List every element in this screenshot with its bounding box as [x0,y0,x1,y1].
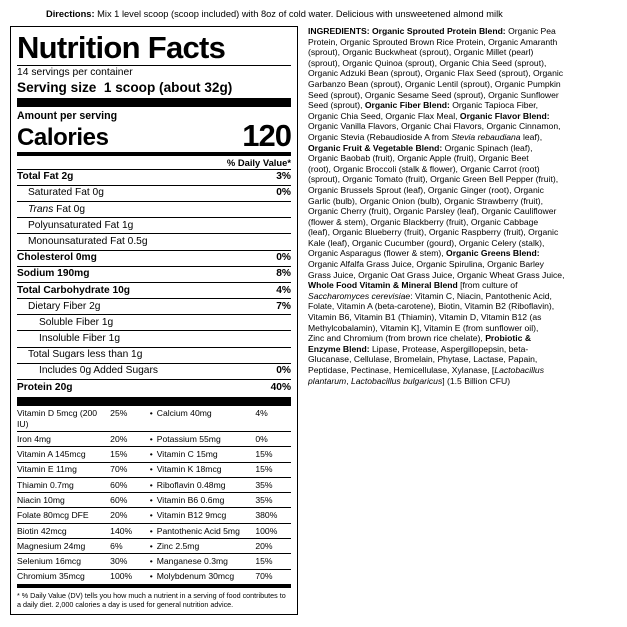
micronutrient-left-name: Vitamin E 11mg [17,462,110,477]
nutrient-name: Total Fat 2g [17,171,74,183]
nutrient-name: Soluble Fiber 1g [17,315,245,331]
daily-value-header: % Daily Value* [226,156,291,168]
micronutrient-right-dv: 380% [255,508,291,523]
nutrient-daily-value [245,218,291,234]
micronutrient-left-dv: 100% [110,569,146,584]
bullet-separator: • [146,462,157,477]
ingredients-line: Whole Food Vitamin & Mineral Blend [from culture of [308,280,518,291]
nutrient-name: Trans Fat 0g [17,201,245,217]
directions-label: Directions: [46,9,95,19]
ingredients-line: Organic Baobab (fruit), Organic Apple (fruit), Organic Beet [308,153,529,164]
micronutrient-right-dv: 0% [255,432,291,447]
ingredients-line: (flower & stem), Organic Blackberry (fruit), Organic Cabbage [308,216,539,227]
ingredients-line: Organic Asparagus (flower & stem), Organic Greens Blend: [308,248,540,259]
ingredients-line: Folate, Vitamin A (beta-carotene), Biotin, Vitamin B2 (Riboflavin), [308,301,555,312]
micronutrient-right-dv: 20% [255,538,291,553]
micronutrient-row [17,523,291,538]
micronutrient-left-name: Biotin 42mcg [17,523,110,538]
nutrient-name: Saturated Fat 0g [17,185,245,201]
nutrient-name: Cholesterol 0mg [17,250,245,266]
nutrient-daily-value: 8% [245,266,291,282]
bullet-separator: • [146,538,157,553]
calories-row [17,117,291,153]
micronutrient-left-dv: 20% [110,432,146,447]
micronutrient-right-name: Manganese 0.3mg [157,554,256,569]
directions-body: Mix 1 level scoop (scoop included) with 8oz of cold water. Delicious with unsweetened almond milk [94,9,503,19]
nutrient-daily-value: 0% [245,185,291,201]
nutrient-name: Total Sugars less than 1g [17,347,245,363]
bullet-separator: • [149,408,153,419]
nutrient-daily-value: 40% [245,380,291,396]
bullet-separator: • [146,554,157,569]
ingredients-line: Organic Cherry (fruit), Organic Parsley (leaf), Organic Cauliflower [308,206,557,217]
micronutrient-left-dv: 140% [110,523,146,538]
directions-text [46,8,617,20]
nutrient-row [17,185,291,201]
nutrient-name: Includes 0g Added Sugars [17,363,245,379]
micronutrient-left-name: Vitamin D 5mcg (200 IU) [17,408,98,429]
micronutrient-right-dv: 15% [255,447,291,462]
micronutrient-left-dv: 60% [110,493,146,508]
micronutrient-left-dv: 30% [110,554,146,569]
micronutrient-right-name: Molybdenum 30mcg [157,569,256,584]
micronutrient-row [17,554,291,569]
nutrient-daily-value [245,331,291,347]
nutrient-name: Monounsaturated Fat 0.5g [17,234,245,250]
ingredients-line: Seed (sprout), Organic Sesame Seed (sprout), Organic Sunflower [308,89,559,100]
micronutrient-left-dv: 20% [110,508,146,523]
nutrient-daily-value [245,201,291,217]
daily-value-footnote: * % Daily Value (DV) tells you how much a nutrient in a serving of food contributes to a daily diet. 2,000 calories a day is used for general nutrition advice. [17,590,286,610]
micronutrient-right-dv: 35% [255,477,291,492]
micronutrient-left-name: Niacin 10mg [17,493,110,508]
ingredients-line: Organic Adzuki Bean (sprout), Organic Flax Seed (sprout), Organic [308,68,564,79]
micronutrient-left-dv: 25% [110,408,128,419]
nutrient-name: Total Carbohydrate 10g [17,282,245,298]
nutrient-daily-value [245,234,291,250]
ingredients-line: Seed (sprout), Organic Fiber Blend: Organic Tapioca Fiber, [308,100,539,111]
ingredients-line: Zinc and Chromium (from brown rice chelate), Probiotic & [308,333,532,344]
ingredients-line: (sprout), Organic Buckwheat (sprout), Organic Millet (pearl) [308,47,534,58]
bullet-separator: • [146,447,157,462]
nutrient-row [17,201,291,217]
nutrition-facts-panel [10,26,298,615]
nutrient-daily-value: 4% [245,282,291,298]
ingredients-line: Garlic (bulb), Organic Onion (bulb), Organic Strawberry (fruit), [308,195,543,206]
nutrient-name: Protein 20g [17,380,245,396]
nutrient-row [17,234,291,250]
serving-size-row [17,79,291,96]
nutrient-row [17,315,291,331]
ingredients-line: Organic Alfalfa Grass Juice, Organic Spirulina, Organic Barley [308,259,544,270]
bullet-separator: • [146,569,157,584]
ingredients-line: (root), Organic Broccoli (stalk & flower), Organic Carrot (root) [308,163,540,174]
servings-per-container: 14 servings per container [17,66,133,78]
bullet-separator: • [146,477,157,492]
nutrient-row [17,299,291,315]
ingredients-line: Organic Vanilla Flavors, Organic Chai Flavors, Organic Cinnamon, [308,121,561,132]
bullet-separator: • [146,493,157,508]
ingredients-line: Saccharomyces cerevisiae: Vitamin C, Niacin, Pantothenic Acid, [308,290,552,301]
nutrient-name: Polyunsaturated Fat 1g [17,218,245,234]
micronutrient-right-name: Zinc 2.5mg [157,538,256,553]
bullet-separator: • [146,508,157,523]
micronutrient-right-name: Calcium 40mg [156,408,212,419]
ingredients-line: plantarum, Lactobacillus bulgaricus] (1.5 Billion CFU) [308,375,511,386]
micronutrient-row [17,462,291,477]
micronutrient-left-name: Magnesium 24mg [17,538,110,553]
nutrient-daily-value: 7% [245,299,291,315]
micronutrient-row [17,508,291,523]
micronutrient-left-name: Thiamin 0.7mg [17,477,110,492]
micronutrient-left-name: Iron 4mg [17,432,110,447]
ingredients-line: Peptidase, Pectinase, Hemicellulase, Xylanase, [Lactobacillus [308,365,544,375]
ingredients-line: Organic Brussels Sprout (leaf), Organic Ginger (root), Organic [308,184,544,195]
micronutrient-row [17,538,291,553]
ingredients-line: Organic Stevia (Rebaudioside A from Stevia rebaudiana leaf), [308,131,543,142]
ingredients-line: Grass Juice, Organic Oat Grass Juice, Organic Wheat Grass Juice, [308,269,565,280]
micronutrient-table [17,406,291,584]
micronutrient-left-name: Folate 80mcg DFE [17,508,110,523]
micronutrient-right-dv: 4% [255,408,268,419]
bullet-separator: • [146,523,157,538]
micronutrient-row [17,569,291,584]
micronutrient-right-dv: 70% [255,569,291,584]
micronutrient-left-dv: 6% [110,538,146,553]
micronutrient-row [17,432,291,447]
ingredients-line: Methylcobalamin), Vitamin K], Vitamin E (from sunflower oil), [308,322,539,333]
ingredients-line: (sprout), Organic Quinoa (sprout), Organic Chia Seed (sprout), [308,57,547,68]
micronutrient-left-name: Vitamin A 145mcg [17,447,110,462]
micronutrient-left-name: Selenium 16mcg [17,554,110,569]
ingredients-line: INGREDIENTS: Organic Sprouted Protein Blend: Organic Pea [308,26,556,36]
nutrient-daily-value: 0% [245,250,291,266]
micronutrient-row [17,477,291,492]
nutrient-row [17,218,291,234]
nutrient-table [17,170,291,396]
micronutrient-left-dv: 15% [110,447,146,462]
nutrient-row [17,331,291,347]
ingredients-line: Organic Fruit & Vegetable Blend: Organic Spinach (leaf), [308,142,533,153]
nutrient-name: Sodium 190mg [17,266,245,282]
micronutrient-left-dv: 60% [110,477,146,492]
serving-size-value: 1 scoop (about 32g) [103,79,233,95]
amount-per-serving-label: Amount per serving [17,109,118,122]
nutrient-daily-value: 3% [276,171,291,183]
ingredients-line: Glucanase, Cellulase, Bromelain, Phytase, Lactase, Papain, [308,354,538,365]
calories-label: Calories [17,124,109,152]
ingredients-line: Garbanzo Bean (sprout), Organic Lentil (sprout), Organic Pumpkin [308,78,561,89]
ingredients-line: Enzyme Blend: Lipase, Protease, Aspergillopepsin, beta- [308,343,529,354]
micronutrient-right-name: Vitamin C 15mg [157,447,256,462]
ingredients-line: (sprout), Organic Tomato (fruit), Organic Green Bell Pepper (fruit), [308,174,559,185]
nutrient-daily-value: 0% [245,363,291,379]
micronutrient-left-name: Chromium 35mcg [17,569,110,584]
ingredients-line: (leaf), Organic Blueberry (fruit), Organic Raspberry (fruit), Organic [308,227,559,238]
calories-value: 120 [242,117,291,153]
nutrient-row [17,250,291,266]
micronutrient-right-name: Vitamin K 18mcg [157,462,256,477]
nutrient-daily-value [245,315,291,331]
label-columns [10,26,617,626]
micronutrient-row [17,447,291,462]
nutrient-row [17,170,291,186]
micronutrient-right-dv: 35% [255,493,291,508]
micronutrient-right-dv: 100% [255,523,291,538]
nutrient-row [17,347,291,363]
ingredients-line: Kale (leaf), Organic Cucumber (gourd), Organic Celery (stalk), [308,237,545,248]
nutrient-name: Dietary Fiber 2g [17,299,245,315]
nutrition-facts-title: Nutrition Facts [17,30,226,65]
micronutrient-right-name: Riboflavin 0.48mg [157,477,256,492]
micronutrient-right-name: Pantothenic Acid 5mg [157,523,256,538]
nutrient-row [17,380,291,396]
micronutrient-right-dv: 15% [255,462,291,477]
ingredients-line: Vitamin B6, Vitamin B1 (Thiamin), Vitamin D, Vitamin B12 (as [308,312,542,323]
micronutrient-row [17,406,291,431]
micronutrient-right-dv: 15% [255,554,291,569]
nutrient-daily-value [245,347,291,363]
nutrient-row [17,282,291,298]
micronutrient-right-name: Potassium 55mg [157,432,256,447]
nutrient-row [17,363,291,379]
micronutrient-right-name: Vitamin B12 9mcg [157,508,256,523]
micronutrient-left-dv: 70% [110,462,146,477]
ingredients-block [308,26,600,626]
micronutrient-right-name: Vitamin B6 0.6mg [157,493,256,508]
ingredients-line: Protein, Organic Sprouted Brown Rice Protein, Organic Amaranth [308,36,558,47]
bullet-separator: • [146,432,157,447]
serving-size-label: Serving size [17,79,97,95]
nutrient-name: Insoluble Fiber 1g [17,331,245,347]
micronutrient-row [17,493,291,508]
ingredients-line: Organic Chia Seed, Organic Flax Meal, Organic Flavor Blend: [308,110,550,121]
nutrient-row [17,266,291,282]
